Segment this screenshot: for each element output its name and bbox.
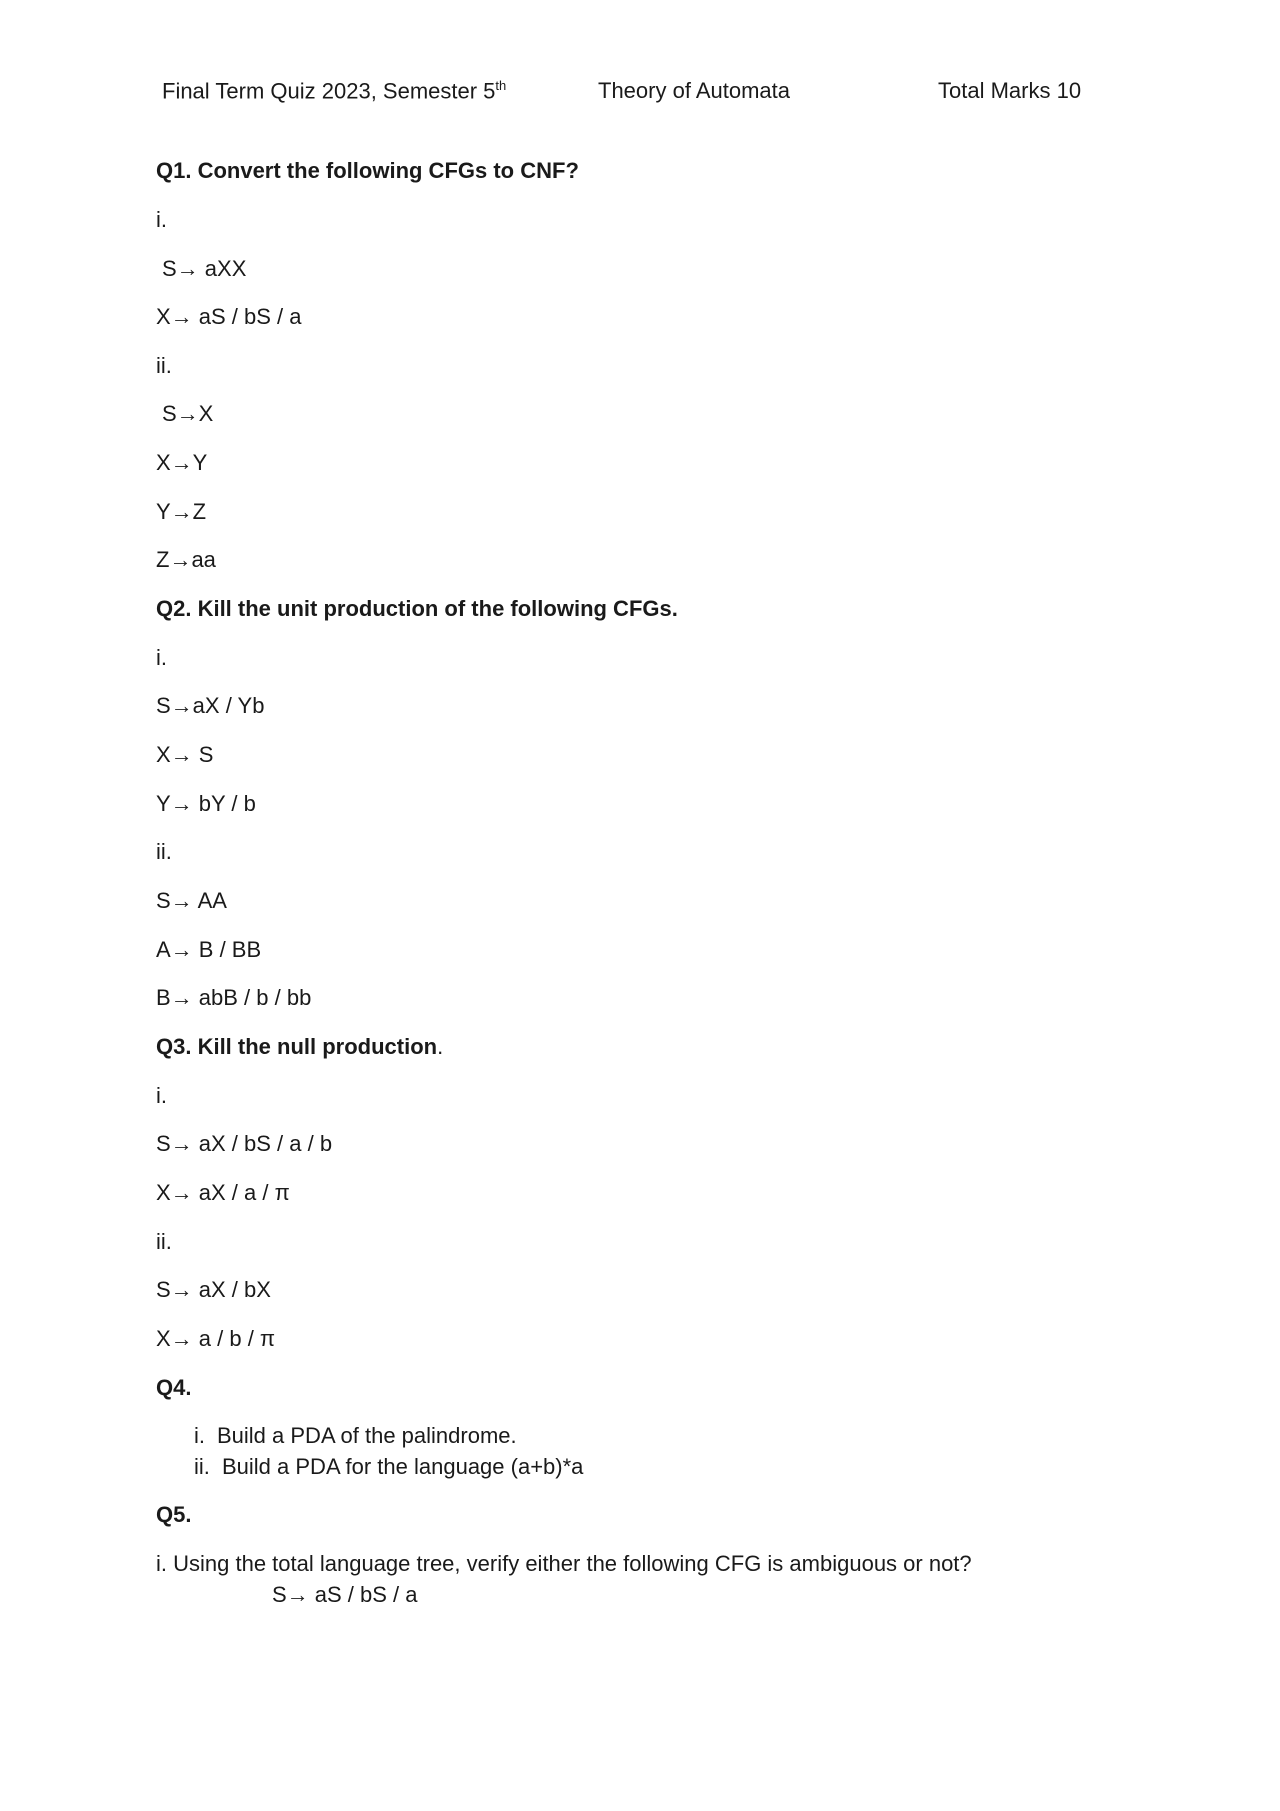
header-quiz-title-text: Final Term Quiz 2023, Semester 5 <box>162 78 496 104</box>
q2-part-i-label: i. <box>156 645 167 670</box>
q1-title: Q1. Convert the following CFGs to CNF? <box>156 158 579 183</box>
q3-i-rule: X→ aX / a / π <box>156 1180 290 1205</box>
header-total-marks: Total Marks 10 <box>938 78 1082 103</box>
q3-part-i-label: i. <box>156 1083 167 1108</box>
q4-item-number: ii. <box>194 1454 210 1479</box>
q3-part-ii-label: ii. <box>156 1229 172 1254</box>
q2-i-rule: S→aX / Yb <box>156 693 265 718</box>
q2-part-ii-label: ii. <box>156 839 172 864</box>
q1-i-rule: X→ aS / bS / a <box>156 304 302 329</box>
q2-i-rule: Y→ bY / b <box>156 791 256 816</box>
q4-item-text: Build a PDA for the language (a+b)*a <box>222 1454 584 1479</box>
q3-title <box>156 1034 443 1060</box>
q1-ii-rule: X→Y <box>156 450 208 475</box>
q1-ii-rule: Y→Z <box>156 499 207 524</box>
q1-ii-rule: Z→aa <box>156 547 216 572</box>
q1-part-ii-label: ii. <box>156 353 172 378</box>
q1-part-i-label: i. <box>156 207 167 232</box>
q4-item-text: Build a PDA of the palindrome. <box>217 1423 517 1448</box>
header-quiz-title <box>162 78 506 104</box>
header-subject: Theory of Automata <box>598 78 790 103</box>
q2-ii-rule: S→ AA <box>156 888 227 913</box>
q5-question: i. Using the total language tree, verify either the following CFG is ambiguous or not? <box>156 1551 972 1576</box>
q3-title-text: Q3. Kill the null production <box>156 1034 438 1059</box>
q3-ii-rule: S→ aX / bX <box>156 1277 271 1302</box>
q3-title-period: . <box>437 1034 444 1059</box>
q5-title: Q5. <box>156 1502 192 1527</box>
q2-ii-rule: A→ B / BB <box>156 937 262 962</box>
q2-ii-rule: B→ abB / b / bb <box>156 985 312 1010</box>
q4-title: Q4. <box>156 1375 192 1400</box>
header-semester-superscript: th <box>495 78 507 93</box>
q3-i-rule: S→ aX / bS / a / b <box>156 1131 333 1156</box>
q2-title: Q2. Kill the unit production of the following CFGs. <box>156 596 678 621</box>
q1-ii-rule: S→X <box>162 401 214 426</box>
q4-item-number: i. <box>194 1423 205 1448</box>
q3-ii-rule: X→ a / b / π <box>156 1326 276 1351</box>
q5-rule: S→ aS / bS / a <box>272 1582 418 1607</box>
q1-i-rule: S→ aXX <box>162 256 247 281</box>
q2-i-rule: X→ S <box>156 742 214 767</box>
